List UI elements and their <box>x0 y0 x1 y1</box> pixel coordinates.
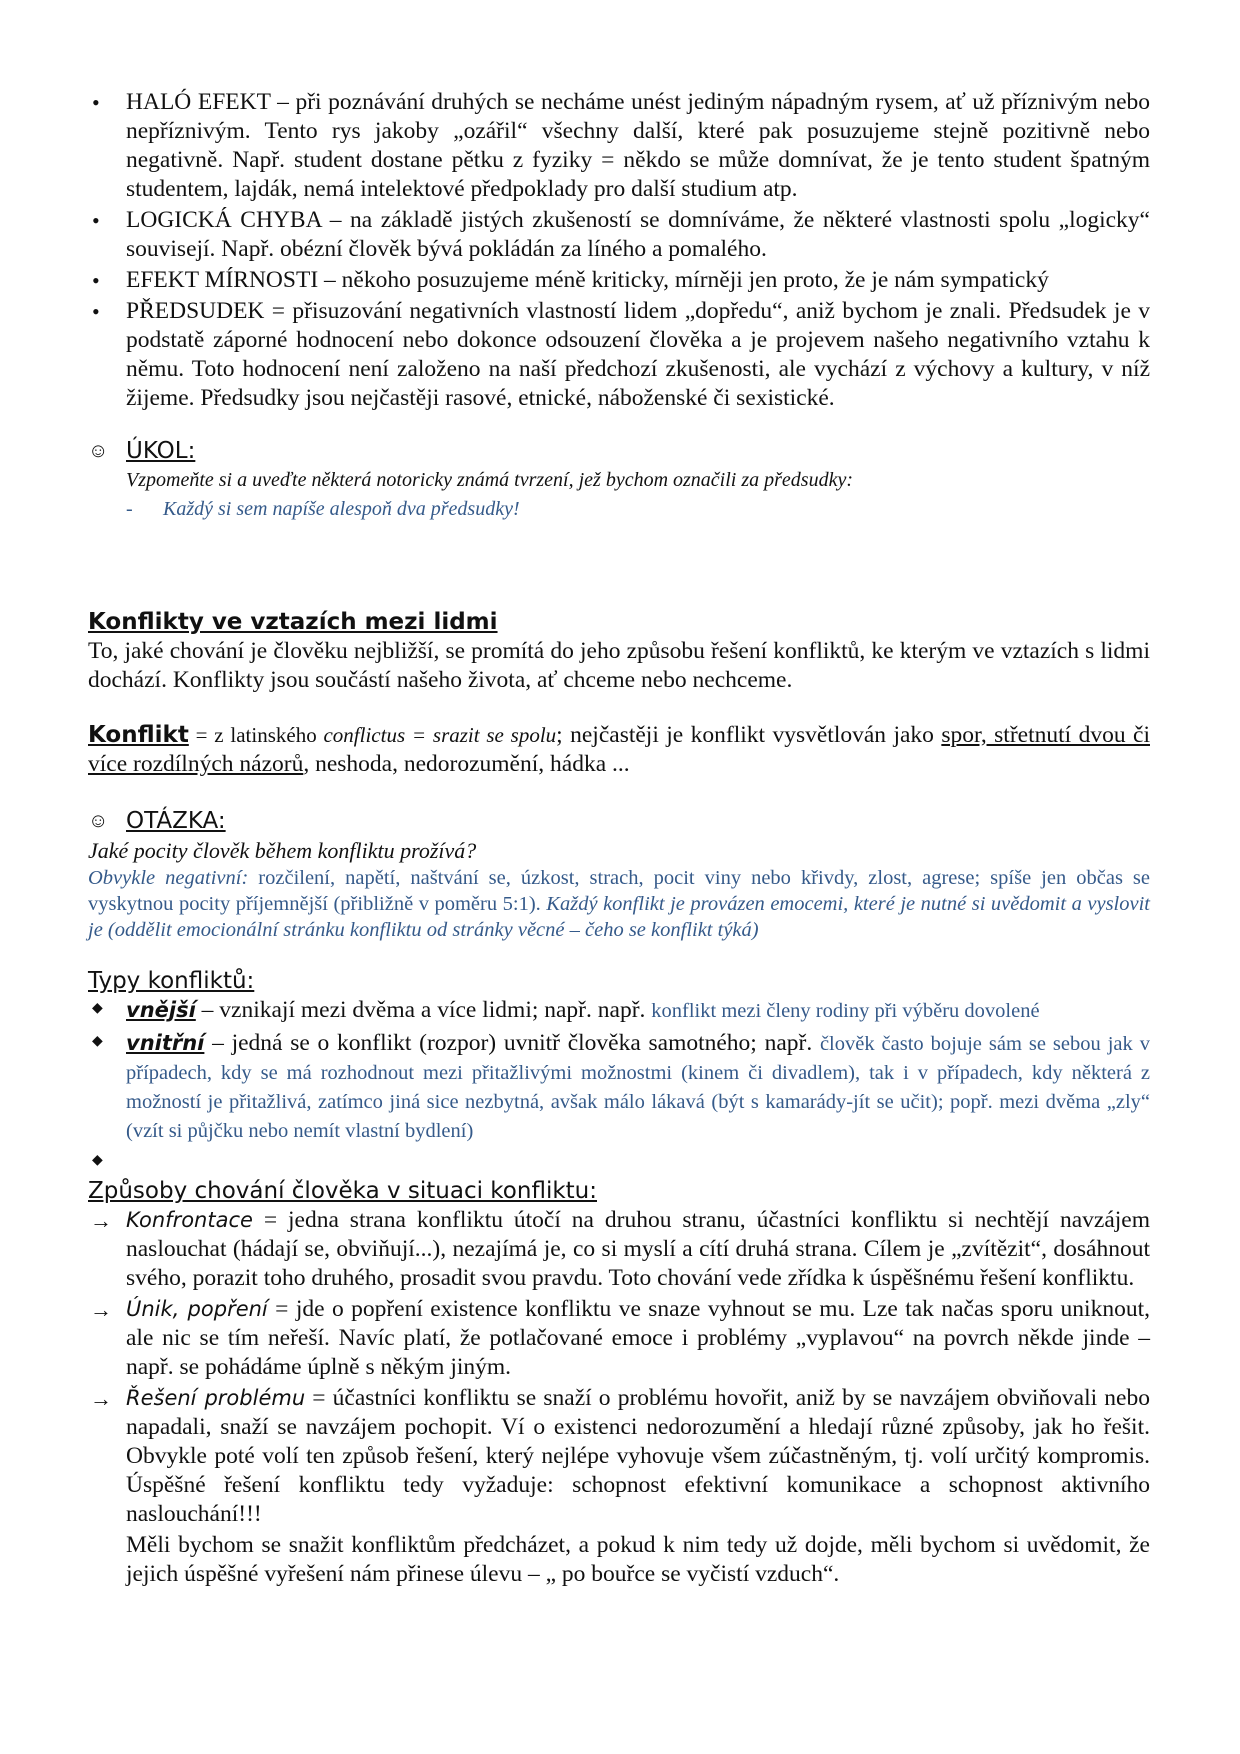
question-title: OTÁZKA: <box>126 808 226 834</box>
types-title: Typy konfliktů: <box>88 968 255 994</box>
list-item: → Řešení problému = účastníci konfliktu se snaží o problému hovořit, aniž by se navzájem obviňovali nebo napadali, snaží se navzájem pochopit. Ví o existenci nedorozumění a hledají různé způsoby, jak ho řešit. Obvykle poté volí ten způsob řešení, který nejlépe vyhovuje všem zúčastněným, tj. volí určitý kompromis. Úspěšné řešení konfliktu tedy vyžaduje: schopnost efektivní komunikace a schopnost aktivního naslouchání!!! <box>90 1385 1150 1527</box>
types-list <box>88 996 1150 1174</box>
dash-marker: - <box>126 498 133 520</box>
list-item: • EFEKT MÍRNOSTI – někoho posuzujeme méně kriticky, mírněji jen proto, že je nám sympatický <box>92 267 1049 293</box>
section-title-conflicts: Konflikty ve vztazích mezi lidmi <box>88 609 498 635</box>
smiley-icon: ☺ <box>88 440 109 462</box>
behaviour-title: Způsoby chování člověka v situaci konfliktu: <box>88 1178 597 1204</box>
smiley-icon: ☺ <box>88 810 109 832</box>
behaviour-list <box>88 1206 1150 1529</box>
task-answer <box>126 495 1150 524</box>
list-item: → Únik, popření = jde o popření existence konfliktu ve snaze vyhnout se mu. Lze tak načas sporu uniknout, ale nic se tím neřeší. Navíc platí, že potlačované emoce i problémy „vyplavou“ na povrch někde jinde – např. se pohádáme úplně s někým jiným. <box>90 1296 1150 1380</box>
diamond-bullet-icon: ◆ <box>92 1153 103 1168</box>
bullet-icon: • <box>92 268 100 293</box>
task-prompt: Vzpomeňte si a uveďte některá notoricky známá tvrzení, jež bychom označili za předsudky: <box>126 469 853 491</box>
document-page <box>88 88 1150 1589</box>
task-heading <box>88 437 1150 466</box>
bias-list <box>88 88 1150 413</box>
task-title: ÚKOL: <box>126 438 196 464</box>
conflict-definition: Konflikt = z latinského conflictus = srazit se spolu; nejčastěji je konflikt vysvětlován jako spor, střetnutí dvou či více rozdílných názorů, neshoda, nedorozumění, hádka ... <box>88 722 1150 777</box>
conflicts-intro: To, jaké chování je člověku nejbližší, se promítá do jeho způsobu řešení konfliktů, ke kterým ve vztazích s lidmi dochází. Konflikty jsou součástí našeho života, ať chceme nebo nechceme. <box>88 638 1150 693</box>
list-item <box>88 1148 1150 1174</box>
list-item: → Konfrontace = jedna strana konfliktu útočí na druhou stranu, účastníci konfliktu si nechtějí navzájem naslouchat (hádají se, obviňují...), nezajímá je, co si myslí a cítí druhá strana. Cílem je „zvítězit“, dosáhnout svého, porazit toho druhého, prosadit svou pravdu. Toto chování vede zřídka k úspěšnému řešení konfliktu. <box>90 1207 1150 1291</box>
bullet-icon: • <box>92 299 100 324</box>
question-answer: Obvykle negativní: rozčilení, napětí, naštvání se, úzkost, strach, pocit viny nebo křivdy, zlost, agrese; spíše jen občas se vyskytnou pocity příjemnější (přibližně v poměru 5:1). Každý konflikt je provázen emocemi, které je nutné si uvědomit a vyslovit je (oddělit emocionální stránku konfliktu od stránky věcné – čeho se konflikt týká) <box>88 867 1151 941</box>
arrow-right-icon: → <box>90 1208 112 1233</box>
list-item: ◆ vnitřní – jedná se o konflikt (rozpor) uvnitř člověka samotného; např. člověk často bojuje sám se sebou jak v případech, kdy se má rozhodnout mezi přitažlivými možnostmi (kinem či divadlem), tak i v případech, kdy některá z možností je přitažlivá, zatímco jiná sice nezbytná, avšak málo lákavá (být s kamarády-jít se učit); popř. mezi dvěma „zly“ (vzít si půjčku nebo nemít vlastní bydlení) <box>88 1029 1150 1145</box>
task-answer-text: Každý si sem napíše alespoň dva předsudky! <box>163 498 520 520</box>
list-item: ◆ vnější – vznikají mezi dvěma a více lidmi; např. např. konflikt mezi členy rodiny při výběru dovolené <box>88 996 1150 1026</box>
list-item: • PŘEDSUDEK = přisuzování negativních vlastností lidem „dopředu“, aniž bychom je znali. Předsudek je v podstatě záporné hodnocení nebo dokonce odsouzení člověka a je projevem našeho negativního vztahu k němu. Toto hodnocení není založeno na naší předchozí zkušenosti, ale vychází z výchovy a kultury, v níž žijeme. Předsudky jsou nejčastěji rasové, etnické, náboženské či sexistické. <box>92 298 1150 411</box>
definition-term: Konflikt <box>88 722 189 748</box>
list-item: • HALÓ EFEKT – při poznávání druhých se necháme unést jediným nápadným rysem, ať už příznivým nebo nepříznivým. Tento rys jakoby „ozářil“ všechny další, které pak posuzujeme stejně pozitivně nebo negativně. Např. student dostane pětku z fyziky = někdo se může domnívat, že je tento student špatným studentem, lajdák, nemá intelektové předpoklady pro další studium atp. <box>92 89 1150 202</box>
bullet-icon: • <box>92 90 100 115</box>
arrow-right-icon: → <box>90 1297 112 1322</box>
bullet-icon: • <box>92 208 100 233</box>
question-heading <box>88 807 1150 836</box>
diamond-bullet-icon: ◆ <box>92 1034 103 1049</box>
diamond-bullet-icon: ◆ <box>92 1001 103 1016</box>
question-prompt: Jaké pocity člověk během konfliktu prožívá? <box>88 838 477 863</box>
closing-paragraph: Měli bychom se snažit konfliktům předcházet, a pokud k nim tedy už dojde, měli bychom si uvědomit, že jejich úspěšné vyřešení nám přinese úlevu – „ po bouřce se vyčistí vzduch“. <box>126 1532 1150 1587</box>
list-item: • LOGICKÁ CHYBA – na základě jistých zkušeností se domníváme, že některé vlastnosti spolu „logicky“ souvisejí. Např. obézní člověk bývá pokládán za líného a pomalého. <box>92 207 1150 262</box>
arrow-right-icon: → <box>90 1386 112 1411</box>
